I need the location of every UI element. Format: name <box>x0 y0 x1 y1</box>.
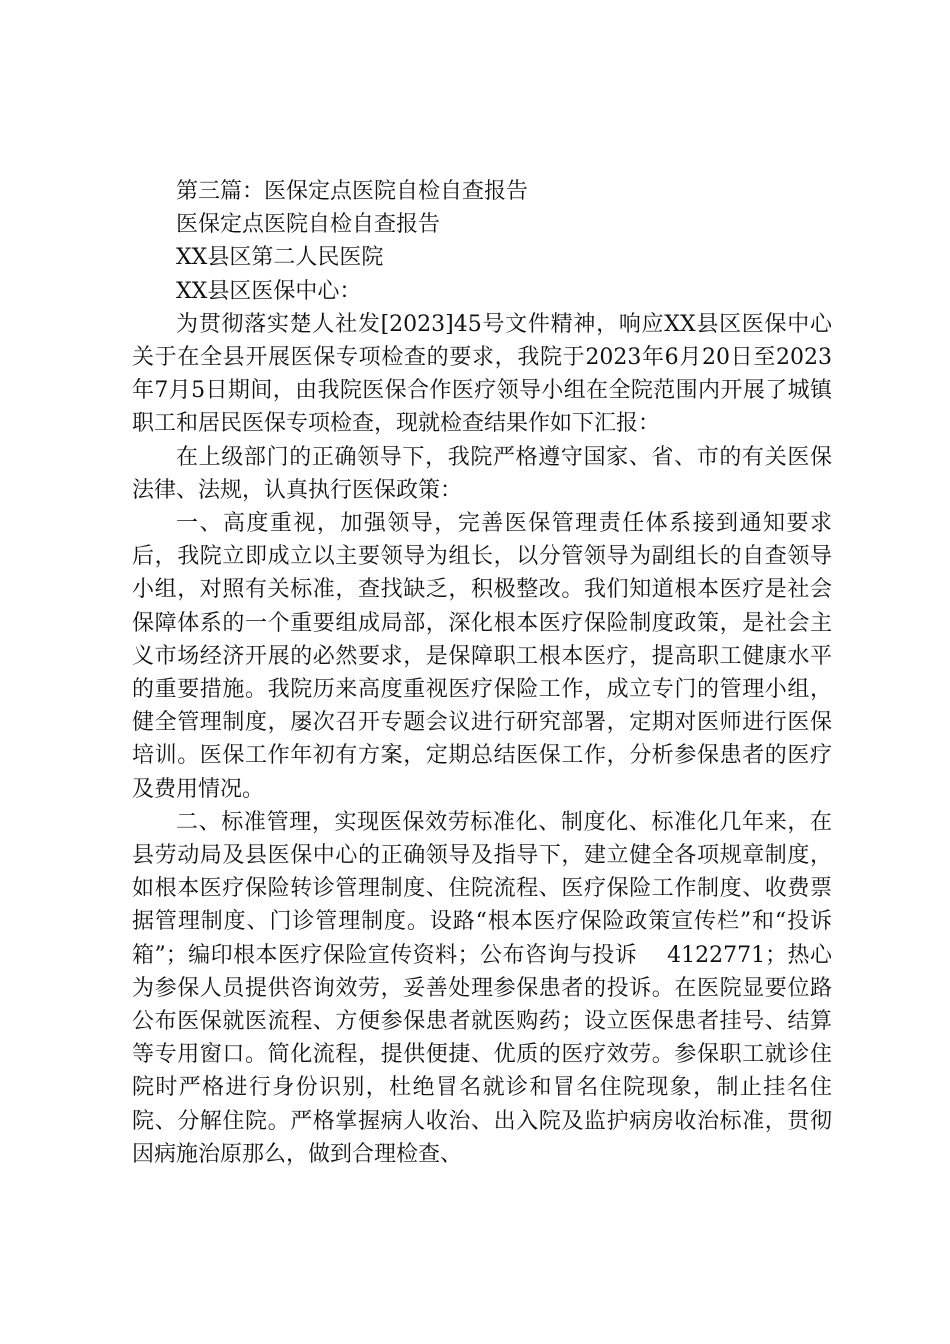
sender-line: XX县区第二人民医院 <box>176 245 384 271</box>
paragraph-compliance: 在上级部门的正确领导下，我院严格遵守国家、省、市的有关医保法律、法规，认真执行医保政策： <box>132 444 832 503</box>
paragraph-section-two: 二、标准管理，实现医保效劳标准化、制度化、标准化几年来，在县劳动局及县医保中心的正确领导及指导下，建立健全各项规章制度，如根本医疗保险转诊管理制度、住院流程、医疗保险工作制度、收费票据管理制度、门诊管理制度。设路“根本医疗保险政策宣传栏”和“投诉箱”；编印根本医疗保险宣传资料；公布咨询与投诉 4122771；热心为参保人员提供咨询效劳，妥善处理参保患者的投诉。在医院显要位路公布医保就医流程、方便参保患者就医购药；设立医保患者挂号、结算等专用窗口。简化流程，提供便捷、优质的医疗效劳。参保职工就诊住院时严格进行身份识别，杜绝冒名就诊和冒名住院现象，制止挂名住院、分解住院。严格掌握病人收治、出入院及监护病房收治标准，贯彻因病施治原那么，做到合理检查、 <box>132 809 832 1167</box>
report-title: 医保定点医院自检自查报告 <box>176 212 441 238</box>
recipient-line: XX县区医保中心： <box>176 278 362 304</box>
document-body <box>132 175 832 1171</box>
paragraph-section-one: 一、高度重视，加强领导，完善医保管理责任体系接到通知要求后，我院立即成立以主要领导为组长，以分管领导为副组长的自查领导小组，对照有关标准，查找缺乏，积极整改。我们知道根本医疗是社会保障体系的一个重要组成局部，深化根本医疗保险制度政策，是社会主义市场经济开展的必然要求，是保障职工根本医疗，提高职工健康水平的重要措施。我院历来高度重视医疗保险工作，成立专门的管理小组，健全管理制度，屡次召开专题会议进行研究部署，定期对医师进行医保培训。医保工作年初有方案，定期总结医保工作，分析参保患者的医疗及费用情况。 <box>132 511 832 802</box>
paragraph-intro: 为贯彻落实楚人社发[2023]45号文件精神，响应XX县区医保中心关于在全县开展医保专项检查的要求，我院于2023年6月20日至2023年7月5日期间，由我院医保合作医疗领导小组在全院范围内开展了城镇职工和居民医保专项检查，现就检查结果作如下汇报： <box>132 311 832 437</box>
section-heading: 第三篇：医保定点医院自检自查报告 <box>176 179 529 204</box>
